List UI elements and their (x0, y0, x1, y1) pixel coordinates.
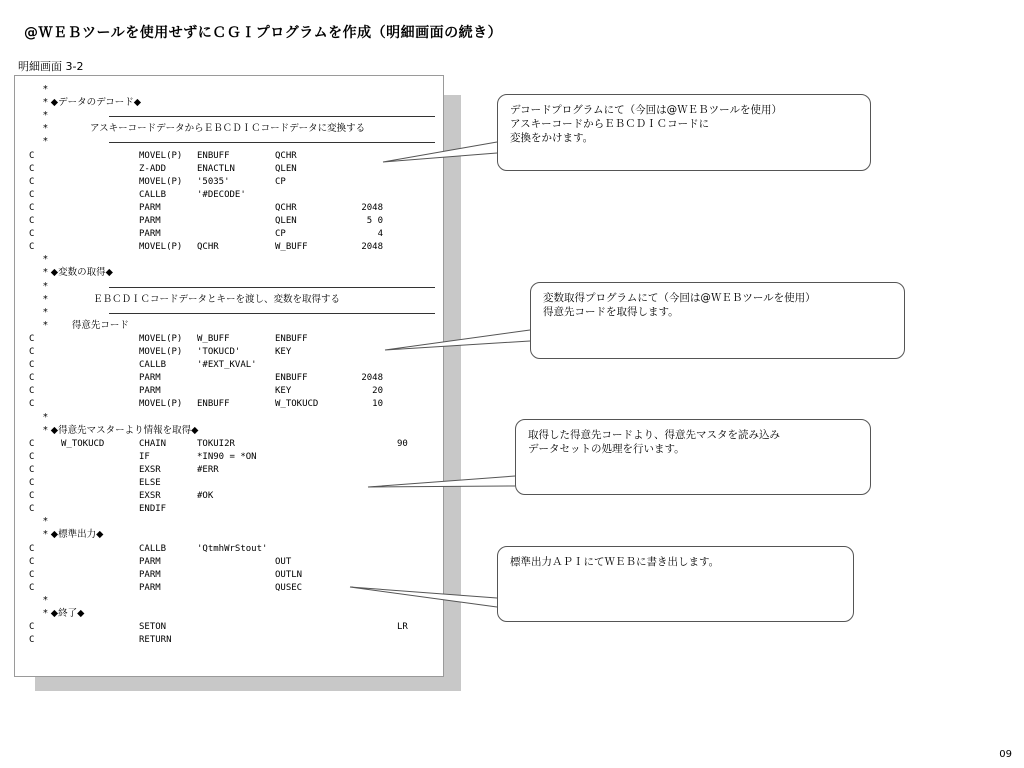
comment-text: * (43, 306, 48, 318)
factor2: #ERR (197, 464, 219, 475)
spec-column: C (29, 438, 35, 449)
callout-text: アスキーコードからＥＢＣＤＩＣコードに (510, 118, 710, 130)
opcode: CALLB (139, 360, 167, 371)
factor2: ENBUFF (197, 399, 230, 410)
code-comment-line (15, 516, 443, 528)
spec-column: C (29, 622, 35, 633)
comment-text: * (43, 411, 48, 423)
code-line (15, 241, 443, 253)
code-line (15, 464, 443, 476)
opcode: MOVEL(P) (139, 242, 183, 253)
code-line (15, 451, 443, 463)
code-line (15, 189, 443, 201)
comment-text: * (43, 594, 48, 606)
result-field: CP (275, 176, 286, 187)
spec-column: C (29, 399, 35, 410)
spec-column: C (29, 556, 35, 567)
spec-column: C (29, 386, 35, 397)
spec-column: C (29, 582, 35, 593)
comment-text: * ◆データのデコード◆ (43, 97, 142, 109)
field-length: 20 (372, 386, 383, 397)
result-field: QCHR (275, 202, 297, 213)
opcode: PARM (139, 386, 161, 397)
result-field: QUSEC (275, 582, 303, 593)
opcode: CHAIN (139, 438, 167, 449)
spec-column: C (29, 635, 35, 646)
comment-text: * (43, 254, 48, 266)
opcode: PARM (139, 569, 161, 580)
opcode: PARM (139, 229, 161, 240)
code-line (15, 569, 443, 581)
factor2: #OK (197, 491, 214, 502)
factor1: W_TOKUCD (61, 438, 105, 449)
code-line (15, 372, 443, 384)
code-line (15, 477, 443, 489)
result-field: OUTLN (275, 569, 303, 580)
code-line (15, 490, 443, 502)
field-length: 2048 (361, 242, 383, 253)
comment-text: * アスキーコードデータからＥＢＣＤＩＣコードデータに変換する (43, 123, 366, 135)
code-listing-panel (14, 75, 444, 677)
callout-variable (530, 282, 905, 359)
spec-column: C (29, 569, 35, 580)
callout-text: デコードプログラムにて（今回は@ＷＥＢツールを使用） (510, 104, 782, 116)
factor2: ENBUFF (197, 150, 230, 161)
opcode: EXSR (139, 491, 161, 502)
code-line (15, 503, 443, 515)
spec-column: C (29, 202, 35, 213)
field-length: 5 0 (366, 216, 383, 226)
factor2: TOKUI2R (197, 438, 235, 449)
spec-column: C (29, 189, 35, 200)
spec-column: C (29, 242, 35, 253)
spec-column: C (29, 451, 35, 462)
code-comment-line (15, 84, 443, 96)
spec-column: C (29, 216, 35, 226)
callout-decode (497, 94, 871, 171)
result-field: ENBUFF (275, 373, 308, 384)
spec-column: C (29, 333, 35, 344)
opcode: CALLB (139, 189, 167, 200)
slide-title: @ＷＥＢツールを使用せずにＣＧＩプログラムを作成（明細画面の続き） (24, 25, 503, 41)
factor2: *IN90 = *ON (197, 451, 257, 462)
page-number: 09 (999, 749, 1012, 760)
result-field: W_TOKUCD (275, 399, 319, 410)
comment-text: * ◆終了◆ (43, 608, 85, 619)
code-line (15, 150, 443, 162)
opcode: EXSR (139, 464, 161, 475)
comment-text: * (43, 84, 48, 95)
opcode: PARM (139, 556, 161, 567)
code-comment-line (15, 412, 443, 424)
spec-column: C (29, 229, 35, 240)
code-comment-line (15, 294, 443, 306)
opcode: MOVEL(P) (139, 399, 183, 410)
opcode: PARM (139, 582, 161, 593)
factor2: 'QtmhWrStout' (197, 543, 268, 554)
code-line (15, 202, 443, 214)
code-comment-line (15, 136, 443, 148)
result-field: W_BUFF (275, 242, 308, 253)
indicator: 90 (397, 438, 408, 449)
spec-column: C (29, 163, 35, 174)
result-field: ENBUFF (275, 333, 308, 344)
opcode: IF (139, 451, 150, 462)
code-line (15, 438, 443, 450)
field-length: 4 (377, 229, 383, 240)
factor2: QCHR (197, 242, 219, 253)
code-line (15, 582, 443, 594)
code-comment-line (15, 529, 443, 541)
section-label: 明細画面 3-2 (18, 60, 84, 73)
spec-column: C (29, 478, 35, 488)
code-line (15, 163, 443, 175)
comment-text: * 得意先コード (43, 319, 129, 331)
indicator: LR (397, 622, 408, 633)
comment-text: * (43, 280, 48, 292)
spec-column: C (29, 504, 35, 515)
factor2: '#EXT_KVAL' (197, 360, 257, 371)
spec-column: C (29, 543, 35, 554)
code-line (15, 346, 443, 358)
comment-text: * (43, 516, 48, 528)
code-line (15, 215, 443, 227)
result-field: QLEN (275, 163, 297, 174)
result-field: CP (275, 229, 286, 240)
callout-text: 変数取得プログラムにて（今回は@ＷＥＢツールを使用） (543, 292, 816, 304)
code-comment-line (15, 307, 443, 319)
code-comment-line (15, 110, 443, 122)
opcode: CALLB (139, 543, 167, 554)
field-length: 2048 (361, 373, 383, 384)
opcode: MOVEL(P) (139, 333, 183, 344)
opcode: ENDIF (139, 504, 167, 515)
callout-master (515, 419, 871, 495)
code-comment-line (15, 254, 443, 266)
code-line (15, 398, 443, 410)
factor2: 'TOKUCD' (197, 347, 241, 357)
opcode: MOVEL(P) (139, 150, 183, 161)
spec-column: C (29, 347, 35, 357)
code-comment-line (15, 97, 443, 109)
comment-text: * ◆変数の取得◆ (43, 267, 113, 279)
callout-text: 得意先コードを取得します。 (543, 306, 679, 318)
opcode: PARM (139, 216, 161, 226)
callout-text: 標準出力ＡＰＩにてＷＥＢに書き出します。 (510, 556, 720, 568)
result-field: OUT (275, 556, 292, 567)
callout-text: 変換をかけます。 (510, 132, 594, 144)
result-field: QLEN (275, 216, 297, 226)
opcode: MOVEL(P) (139, 176, 183, 187)
code-line (15, 556, 443, 568)
result-field: KEY (275, 386, 292, 397)
opcode: PARM (139, 202, 161, 213)
spec-column: C (29, 150, 35, 161)
code-line (15, 543, 443, 555)
opcode: ELSE (139, 478, 161, 488)
field-length: 2048 (361, 202, 383, 213)
code-comment-line (15, 595, 443, 607)
code-comment-line (15, 608, 443, 620)
code-line (15, 228, 443, 240)
spec-column: C (29, 360, 35, 371)
spec-column: C (29, 491, 35, 502)
comment-text: * ◆標準出力◆ (43, 529, 104, 541)
field-length: 10 (372, 399, 383, 410)
opcode: MOVEL(P) (139, 347, 183, 357)
code-line (15, 333, 443, 345)
callout-text: データセットの処理を行います。 (528, 443, 685, 455)
code-comment-line (15, 320, 443, 332)
factor2: '5035' (197, 176, 230, 187)
code-comment-line (15, 425, 443, 437)
spec-column: C (29, 176, 35, 187)
result-field: KEY (275, 347, 292, 357)
factor2: '#DECODE' (197, 189, 246, 200)
factor2: ENACTLN (197, 163, 235, 174)
comment-text: * (43, 136, 48, 148)
result-field: QCHR (275, 150, 297, 161)
code-line (15, 621, 443, 633)
comment-text: * ＥＢＣＤＩＣコードデータとキーを渡し、変数を取得する (43, 293, 341, 305)
opcode: PARM (139, 373, 161, 384)
opcode: Z-ADD (139, 163, 167, 174)
spec-column: C (29, 464, 35, 475)
code-line (15, 176, 443, 188)
spec-column: C (29, 373, 35, 384)
code-comment-line (15, 267, 443, 279)
opcode: SETON (139, 622, 167, 633)
code-line (15, 385, 443, 397)
code-comment-line (15, 281, 443, 293)
callout-stdout (497, 546, 854, 622)
code-line (15, 634, 443, 646)
callout-text: 取得した得意先コードより、得意先マスタを読み込み (528, 429, 780, 441)
comment-text: * ◆得意先マスターより情報を取得◆ (43, 424, 199, 436)
factor2: W_BUFF (197, 333, 230, 344)
comment-text: * (43, 110, 48, 122)
opcode: RETURN (139, 635, 172, 646)
code-line (15, 359, 443, 371)
code-comment-line (15, 123, 443, 135)
